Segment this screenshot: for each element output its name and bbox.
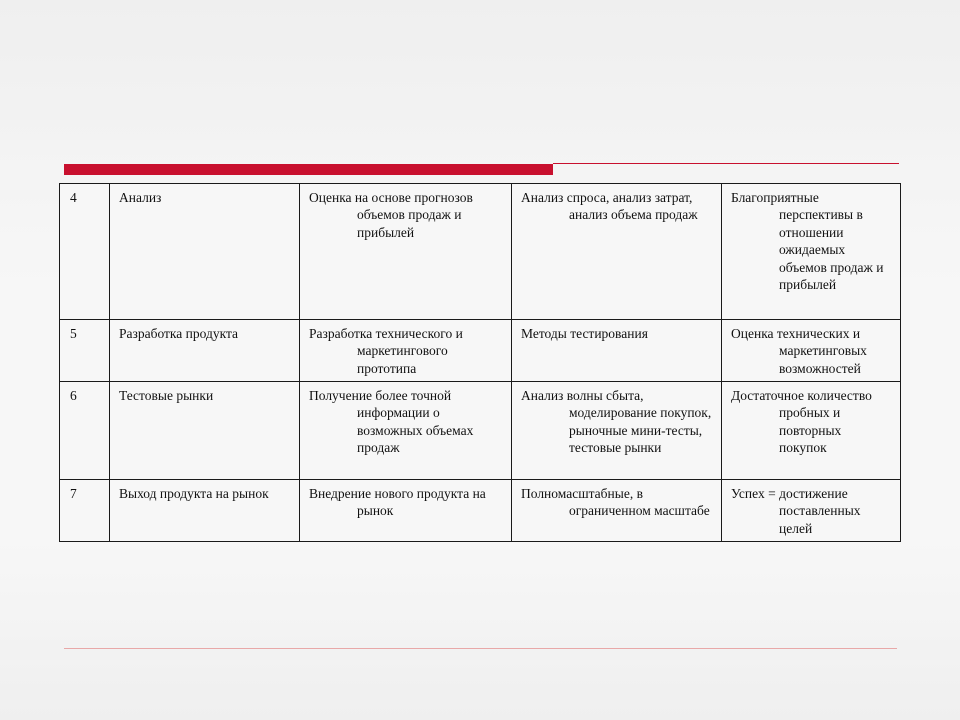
stage-cell: Тестовые рынки	[110, 382, 300, 480]
table-row	[60, 382, 901, 480]
goal-cell: Оценка на основе прогнозов объемов продаж и прибылей	[300, 184, 512, 320]
criteria-cell: Успех = достижение поставленных целей	[722, 480, 901, 542]
header-accent-bar	[64, 164, 553, 175]
table-row	[60, 184, 901, 320]
row-number: 5	[60, 320, 110, 382]
header-accent-line	[553, 163, 899, 164]
goal-cell: Получение более точной информации о возможных объемах продаж	[300, 382, 512, 480]
goal-cell: Разработка технического и маркетингового прототипа	[300, 320, 512, 382]
stage-cell: Разработка продукта	[110, 320, 300, 382]
row-number: 4	[60, 184, 110, 320]
method-cell: Полномасштабные, в ограниченном масштабе	[512, 480, 722, 542]
footer-divider	[64, 648, 897, 649]
row-number: 6	[60, 382, 110, 480]
criteria-cell: Оценка технических и маркетинговых возможностей	[722, 320, 901, 382]
method-cell: Анализ спроса, анализ затрат, анализ объема продаж	[512, 184, 722, 320]
table-row	[60, 320, 901, 382]
goal-cell: Внедрение нового продукта на рынок	[300, 480, 512, 542]
method-cell: Анализ волны сбыта, моделирование покупок, рыночные мини-тесты, тестовые рынки	[512, 382, 722, 480]
stage-cell: Выход продукта на рынок	[110, 480, 300, 542]
method-cell: Методы тестирования	[512, 320, 722, 382]
criteria-cell: Достаточное количество пробных и повторных покупок	[722, 382, 901, 480]
criteria-cell: Благоприятные перспективы в отношении ожидаемых объемов продаж и прибылей	[722, 184, 901, 320]
table-row	[60, 480, 901, 542]
row-number: 7	[60, 480, 110, 542]
stage-cell: Анализ	[110, 184, 300, 320]
process-stages-table	[59, 183, 901, 542]
